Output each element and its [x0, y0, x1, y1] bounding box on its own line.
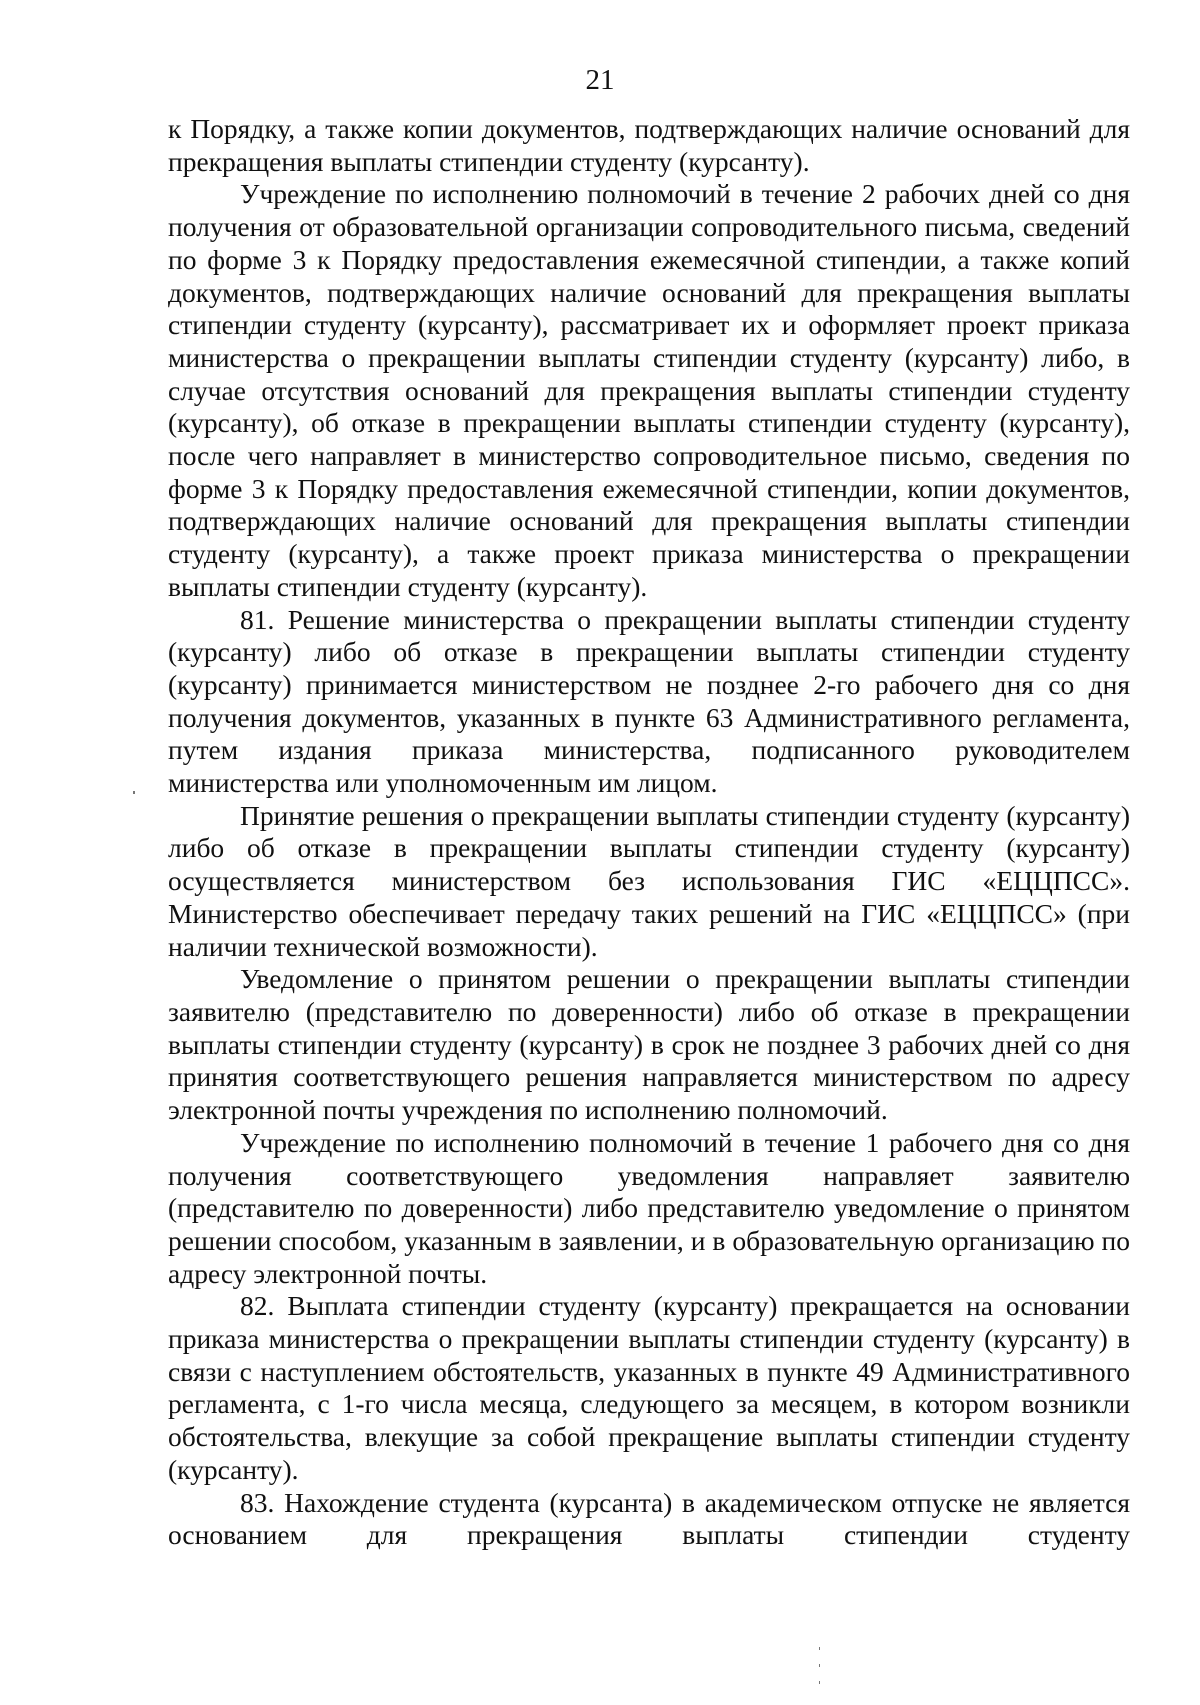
paragraph-institution-review: Учреждение по исполнению полномочий в течение 2 рабочих дней со дня получения от образовательной организации сопроводительного письма, сведений по форме 3 к Порядку предоставления ежемесячной стипендии, а также копий документов, подтверждающих наличие оснований для прекращения выплаты стипендии студенту (курсанту), рассматривает их и оформляет проект приказа министерства о прекращении выплаты стипендии студенту (курсанту) либо, в случае отсутствия оснований для прекращения выплаты стипендии студенту (курсанту), об отказе в прекращении выплаты стипендии студенту (курсанту), после чего направляет в министерство сопроводительное письмо, сведения по форме 3 к Порядку предоставления ежемесячной стипендии, копии документов, подтверждающих наличие оснований для прекращения выплаты стипендии студенту (курсанту), а также проект приказа министерства о прекращении выплаты стипендии студенту (курсанту). [168, 178, 1130, 602]
paragraph-item-82: 82. Выплата стипендии студенту (курсанту) прекращается на основании приказа министерства о прекращении выплаты стипендии студенту (курсанту) в связи с наступлением обстоятельств, указанных в пункте 49 Административного регламента, с 1-го числа месяца, следующего за месяцем, в котором возникли обстоятельства, влекущие за собой прекращение выплаты стипендии студенту (курсанту). [168, 1290, 1130, 1485]
paragraph-notification: Уведомление о принятом решении о прекращении выплаты стипендии заявителю (представителю по доверенности) либо об отказе в прекращении выплаты стипендии студенту (курсанту) в срок не позднее 3 рабочих дней со дня принятия соответствующего решения направляется министерством по адресу электронной почты учреждения по исполнению полномочий. [168, 963, 1130, 1126]
scan-speck [819, 1647, 820, 1650]
paragraph-item-81: 81. Решение министерства о прекращении выплаты стипендии студенту (курсанту) либо об отказе в прекращении выплаты стипендии студенту (курсанту) принимается министерством не позднее 2-го рабочего дня со дня получения документов, указанных в пункте 63 Административного регламента, путем издания приказа министерства, подписанного руководителем министерства или уполномоченным им лицом. [168, 603, 1130, 799]
document-body [168, 113, 1130, 1552]
paragraph-item-83: 83. Нахождение студента (курсанта) в академическом отпуске не является основанием для прекращения выплаты стипендии студенту [168, 1486, 1130, 1551]
scan-speck [819, 1664, 820, 1667]
scan-speck [133, 791, 135, 794]
paragraph-institution-notice: Учреждение по исполнению полномочий в течение 1 рабочего дня со дня получения соответствующего уведомления направляет заявителю (представителю по доверенности) либо представителю уведомление о принятом решении способом, указанным в заявлении, и в образовательную организацию по адресу электронной почты. [168, 1126, 1130, 1289]
paragraph-continuation: к Порядку, а также копии документов, подтверждающих наличие оснований для прекращения выплаты стипендии студенту (курсанту). [168, 113, 1130, 177]
scan-speck [819, 1681, 820, 1684]
paragraph-decision-gis: Принятие решения о прекращении выплаты стипендии студенту (курсанту) либо об отказе в прекращении выплаты стипендии студенту (курсанту) осуществляется министерством без использования ГИС «ЕЦЦПСС». Министерство обеспечивает передачу таких решений на ГИС «ЕЦЦПСС» (при наличии технической возможности). [168, 799, 1130, 962]
page-number: 21 [585, 64, 615, 96]
